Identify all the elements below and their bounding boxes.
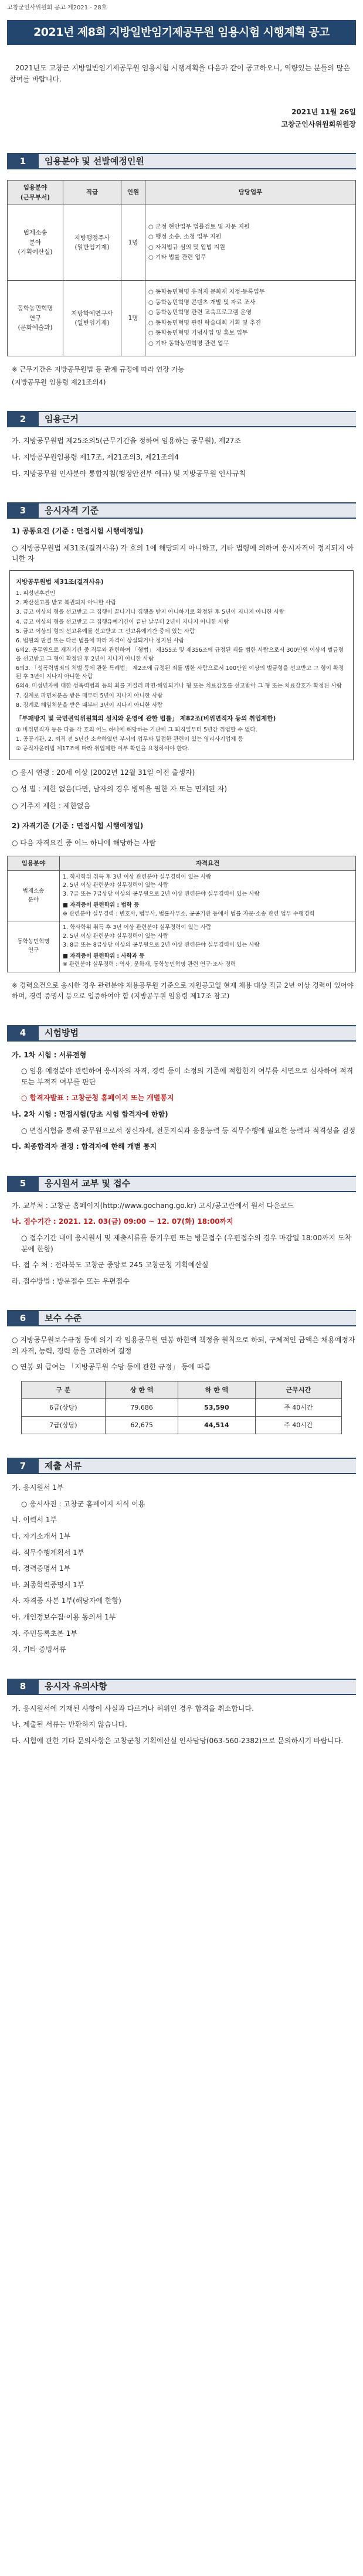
list-item: 자. 주민등록초본 1부 <box>12 1629 77 1638</box>
list-item: ○ 연봉 외 급여는 「지방공무원 수당 등에 관한 규정」 등에 따름 <box>12 1363 211 1372</box>
exam-method-list <box>12 1050 356 1152</box>
section-notes <box>12 365 356 388</box>
announcement-number: 고창군인사위원회 공고 제2021 - 28호 <box>7 5 107 11</box>
list-item: 다. 접 수 처 : 전라북도 고창군 중앙로 245 고창군청 기획예산실 <box>12 1261 209 1270</box>
table-row <box>8 280 356 356</box>
section-7 <box>7 1458 356 1655</box>
section-number: 5 <box>7 1176 39 1192</box>
list-item: 나. 제출된 서류는 반환하지 않습니다. <box>12 1720 127 1729</box>
table-row <box>8 205 356 280</box>
documents-list <box>12 1482 356 1655</box>
table-row <box>21 1399 341 1417</box>
list-item: ○ 지방공무원법 제31조(결격사유) 각 호의 1에 해당되지 아니하고, 기타 법령에 의하여 응시자격이 정지되지 아니한 자 <box>12 543 354 563</box>
section-number: 3 <box>7 502 39 519</box>
box-heading: 「부패방지 및 국민권익위원회의 설치와 운영에 관한 법률」 제82조(비위면직자 등의 취업제한) <box>16 715 276 723</box>
box-item: 1. 피성년후견인 <box>16 590 56 597</box>
field-cell: 법제소송 분야 (기획예산실) <box>8 205 63 280</box>
box-item: ① 비위면직자 등은 다음 각 호의 어느 하나에 해당하는 기관에 그 퇴직일부터 5년간 취업할 수 없다. <box>16 726 257 733</box>
requirement-line: 3. 8급 또는 8급상당 이상의 공무원으로 2년 이상 관련분야 실무경력이 있는 사람 <box>63 941 260 948</box>
notice-list <box>12 1703 356 1747</box>
list-item: 사. 자격증 사본 1부(해당자에 한함) <box>12 1597 121 1605</box>
grade-cell: 지방행정주사 (일반임기제) <box>63 205 121 280</box>
section-title: 응시자 유의사항 <box>39 1679 356 1695</box>
requirement-line: ※ 관련분야 실무경력 : 역사, 문화재, 동학농민혁명 관련 연구·조사 경력 <box>63 961 236 968</box>
list-item: ○ 응시 연령 : 20세 이상 (2002년 12월 31일 이전 출생자) <box>12 768 195 777</box>
duties-cell <box>145 205 356 280</box>
requirement-line: ※ 관련분야 실무경력 : 변호사, 법무사, 법률사무소, 공공기관 등에서 법률 자문·소송 관련 업무 수행경력 <box>63 910 315 917</box>
list-item: 가. 응시원서 1부 <box>12 1483 64 1492</box>
list-item: 가. 교부처 : 고창군 홈페이지(http://www.gochang.go.kr) 고시/공고란에서 원서 다운로드 <box>12 1201 294 1210</box>
col-header: 상 한 액 <box>105 1381 178 1399</box>
table-cell: 62,675 <box>105 1417 178 1434</box>
table-row <box>8 870 356 921</box>
list-item: 다. 자기소개서 1부 <box>12 1532 71 1540</box>
field-cell: 동학농민혁명 연구 <box>8 921 60 972</box>
field-table <box>7 180 356 356</box>
field-cell: 법제소송 분야 <box>8 870 60 921</box>
list-item: 차. 기타 증빙서류 <box>12 1645 66 1654</box>
salary-list <box>12 1335 356 1373</box>
basis-list <box>12 435 356 479</box>
table-row <box>8 921 356 972</box>
box-item: 1. 공공기관, 2. 퇴직 전 5년간 소속하였던 부서의 업무와 밀접한 관련이 있는 영리사기업체 등 <box>16 736 243 743</box>
list-item: 바. 최종학력증명서 1부 <box>12 1580 84 1589</box>
list-item: ○ 임용 예정분야 관련하여 응시자의 자격, 경력 등이 소정의 기준에 적합한지 여부를 서면으로 심사하여 적격 또는 부적격 여부를 판단 <box>21 1067 354 1086</box>
subsection-title: 1) 공통요건 (기준 : 면접시험 시행예정일) <box>12 527 144 536</box>
count-cell: 1명 <box>121 205 145 280</box>
box-item: 6의2. 공무원으로 재직기간 중 직무와 관련하여 「형법」 제355조 및 제356조에 규정된 죄를 범한 사람으로서 300만원 이상의 벌금형을 선고받고 그 형이 확정된 후 2년이 지나지 아니한 사람 <box>16 647 344 662</box>
section-number: 1 <box>7 153 39 169</box>
announcement-date: 2021년 11월 26일 <box>291 108 356 117</box>
duty-item: ○ 동학농민혁명 관련 학술대회 기획 및 추진 <box>148 319 262 326</box>
list-item: 가. 1차 시험 : 서류전형 <box>12 1050 87 1059</box>
box-item: 2. 파산선고를 받고 복권되지 아니한 사람 <box>16 600 116 607</box>
section-number: 6 <box>7 1310 39 1326</box>
duty-item: ○ 동학농민혁명 콘텐츠 개발 및 자료 조사 <box>148 299 256 306</box>
list-item: ○ 거주지 제한 : 제한없음 <box>12 801 91 810</box>
box-item: 8. 징계로 해임처분을 받은 때부터 3년이 지나지 아니한 사람 <box>16 702 163 709</box>
list-item: 라. 직무수행계획서 1부 <box>12 1548 84 1557</box>
box-item: 5. 금고 이상의 형의 선고유예를 선고받고 그 선고유예기간 중에 있는 사람 <box>16 628 195 635</box>
section-title: 임용분야 및 선발예정인원 <box>39 153 356 169</box>
list-item: 나. 이력서 1부 <box>12 1516 57 1524</box>
list-item: 나. 2차 시험 : 면접시험(당초 시험 합격자에 한함) <box>12 1110 168 1118</box>
section-1 <box>7 153 356 387</box>
box-item: 7. 징계로 파면처분을 받은 때부터 5년이 지나지 아니한 사람 <box>16 692 163 699</box>
note-text: ※ 경력요건으로 응시한 경우 관련분야 채용공무원 기준으로 지원공고일 현재 채용 대상 직급 2년 이상 경력이 있어야 하며, 경력 증명서 등으로 입증하여야 함 (지방공무원 임용령 제17조 참고) <box>12 981 354 1000</box>
section-4 <box>7 1025 356 1152</box>
duty-item: ○ 기타 동학농민혁명 관련 업무 <box>148 340 229 347</box>
duty-item: ○ 동학농민혁명 관련 교육프로그램 운영 <box>148 309 252 317</box>
qualification-table <box>7 856 356 972</box>
count-cell: 1명 <box>121 280 145 356</box>
duty-item: ○ 자치법규 심의 및 입법 지원 <box>148 244 225 251</box>
table-cell: 주 40시간 <box>255 1417 342 1434</box>
list-item: ○ 면접시험을 통해 공무원으로서 정신자세, 전문지식과 응용능력 등 직무수행에 필요한 능력과 적격성을 검정 <box>21 1126 356 1135</box>
requirement-line: 3. 7급 또는 7급상당 이상의 공무원으로 2년 이상 관련분야 실무경력이 있는 사람 <box>63 891 260 898</box>
section-6 <box>7 1310 356 1434</box>
section-title: 응시원서 교부 및 접수 <box>39 1176 356 1192</box>
application-list <box>12 1200 356 1287</box>
list-item: 가. 지방공무원법 제25조의5(근무기간을 정하여 임용하는 공무원), 제27조 <box>12 437 242 445</box>
duty-item: ○ 동학농민혁명 기념사업 및 홍보 업무 <box>148 330 248 337</box>
box-item: 4. 금고 이상의 형을 선고받고 그 집행유예기간이 끝난 날부터 2년이 지나지 아니한 사람 <box>16 618 229 625</box>
table-cell: 주 40시간 <box>255 1399 342 1417</box>
section-3 <box>7 502 356 1001</box>
grade-cell: 지방학예연구사 (일반임기제) <box>63 280 121 356</box>
section-title: 시험방법 <box>39 1025 356 1042</box>
note-text: ※ 근무기간은 지방공무원법 등 관계 규정에 따라 연장 가능 <box>12 365 185 373</box>
section-title: 제출 서류 <box>39 1458 356 1474</box>
col-header: 임용분야 (근무부서) <box>8 181 63 205</box>
col-header: 하 한 액 <box>178 1381 255 1399</box>
list-item: 가. 응시원서에 기재된 사항이 사실과 다르거나 허위인 경우 합격을 취소합니다. <box>12 1704 254 1713</box>
announcement-title: 2021년 제8회 지방일반임기제공무원 임용시험 시행계획 공고 <box>7 20 356 45</box>
requirement-line: ■ 자격증이 관련학위 : 법학 등 <box>63 901 140 908</box>
section-number: 4 <box>7 1025 39 1042</box>
list-item: ○ 접수기간 내에 응시원서 및 제출서류를 등기우편 또는 방문접수 (우편접수의 경우 마감일 18:00까지 도착분에 한함) <box>21 1233 352 1253</box>
col-header: 담당업무 <box>145 181 356 205</box>
table-row <box>21 1417 341 1434</box>
box-heading: 지방공무원법 제31조(결격사유) <box>16 579 104 586</box>
table-cell: 79,686 <box>105 1399 178 1417</box>
list-item: 다. 시험에 관한 기타 문의사항은 고창군청 기획예산실 인사담당(063-560-2382)으로 문의하시기 바랍니다. <box>12 1736 344 1745</box>
requirement-line: 2. 5년 이상 관련분야 실무경력이 있는 사람 <box>63 882 169 889</box>
issuer: 고창군인사위원회위원장 <box>281 120 356 128</box>
list-item: 나. 접수기간 : 2021. 12. 03(금) 09:00 ~ 12. 07(화) 18:00까지 <box>12 1217 233 1226</box>
list-item: 다. 최종합격자 결정 : 합격자에 한해 개별 통지 <box>12 1142 157 1151</box>
list-item: ○ 성 별 : 제한 없음(다만, 남자의 경우 병역을 필한 자 또는 면제된 자) <box>12 785 228 794</box>
section-title: 응시자격 기준 <box>39 502 356 519</box>
col-header: 근무시간 <box>255 1381 342 1399</box>
col-header: 인원 <box>121 181 145 205</box>
section-title: 임용근거 <box>39 411 356 427</box>
box-item: 3. 금고 이상의 형을 선고받고 그 집행이 끝나거나 집행을 받지 아니하기로 확정된 후 5년이 지나지 아니한 사람 <box>16 609 285 616</box>
duty-item: ○ 동학농민혁명 유적지 문화재 지정·등록업무 <box>148 289 265 296</box>
section-5 <box>7 1176 356 1287</box>
requirement-line: 2. 5년 이상 관련분야 실무경력이 있는 사람 <box>63 933 169 940</box>
subsection-title: 2) 자격기준 (기준 : 면접시험 시행예정일) <box>12 822 144 831</box>
list-item: ○ 합격자발표 : 고창군청 홈페이지 또는 개별통지 <box>21 1094 174 1102</box>
duty-item: ○ 행정 소송, 소청 업무 지원 <box>148 234 222 241</box>
intro-text: 2021년도 고창군 지방일반임기제공무원 임용시험 시행계획을 다음과 같이 공고하오니, 역량있는 분들의 많은 참여를 바랍니다. <box>9 63 350 83</box>
table-cell: 44,514 <box>178 1417 255 1434</box>
box-item: ② 공직자윤리법 제17조에 따라 취업제한 여부 확인을 요청하여야 한다. <box>16 746 189 753</box>
col-header: 임용분야 <box>8 856 60 870</box>
table-cell: 53,590 <box>178 1399 255 1417</box>
list-item: 다. 지방공무원 인사분야 통합지침(행정안전부 예규) 및 지방공무원 인사규칙 <box>12 469 246 478</box>
list-item: ○ 다음 자격요건 중 어느 하나에 해당하는 사람 <box>12 838 156 847</box>
intro-block <box>9 63 354 84</box>
list-item: 나. 지방공무원임용령 제17조, 제21조의3, 제21조의4 <box>12 453 179 462</box>
box-item: 6. 법원의 판결 또는 다른 법률에 따라 자격이 상실되거나 정지된 사람 <box>16 638 185 645</box>
requirements-cell <box>60 921 356 972</box>
requirements-cell <box>60 870 356 921</box>
box-item: 6의3. 「성폭력범죄의 처벌 등에 관한 특례법」 제2조에 규정된 죄를 범한 사람으로서 100만원 이상의 벌금형을 선고받고 그 형이 확정된 후 3년이 지나지 아니한 사람 <box>16 665 344 680</box>
list-item: 아. 개인정보수집·이용 동의서 1부 <box>12 1612 116 1621</box>
section-number: 2 <box>7 411 39 427</box>
col-header: 직급 <box>63 181 121 205</box>
requirement-line: ■ 자격증이 관련학위 : 사학과 등 <box>63 952 145 959</box>
col-header: 자격요건 <box>60 856 356 870</box>
box-item: 6의4. 미성년자에 대한 성폭력범죄 등의 죄를 저질러 파면·해임되거나 형 또는 치료감호를 선고받아 그 형 또는 치료감호가 확정된 사람 <box>16 683 342 690</box>
list-item: 마. 경력증명서 1부 <box>12 1564 71 1573</box>
section-8 <box>7 1679 356 1747</box>
duty-item: ○ 기타 법률 관련 업무 <box>148 254 206 261</box>
duties-cell <box>145 280 356 356</box>
field-cell: 동학농민혁명 연구 (문화예술과) <box>8 280 63 356</box>
table-cell: 7급(상당) <box>21 1417 105 1434</box>
table-cell: 6급(상당) <box>21 1399 105 1417</box>
requirement-line: 1. 학사학위 취득 후 3년 이상 관련분야 실무경력이 있는 사람 <box>63 924 212 931</box>
salary-table <box>21 1381 342 1434</box>
section-number: 7 <box>7 1458 39 1474</box>
section-2 <box>7 411 356 479</box>
note-text: (지방공무원 임용령 제21조의4) <box>12 377 106 386</box>
list-item: 라. 접수방법 : 방문접수 또는 우편접수 <box>12 1277 130 1285</box>
requirement-line: 1. 학사학위 취득 후 3년 이상 관련분야 실무경력이 있는 사람 <box>63 873 212 880</box>
disqualification-box <box>9 570 354 760</box>
duty-item: ○ 군정 현안업무 법률검토 및 자문 지원 <box>148 223 250 230</box>
section-title: 보수 수준 <box>39 1310 356 1326</box>
list-item: ○ 응시사진 : 고창군 홈페이지 서식 이용 <box>21 1499 145 1508</box>
list-item: ○ 지방공무원보수규정 등에 의거 각 임용공무원 연봉 하한액 책정을 원칙으로 하되, 구체적인 금액은 채용예정자의 자격, 능력, 경력 등을 고려하여 결정 <box>12 1336 355 1355</box>
section-number: 8 <box>7 1679 39 1695</box>
col-header: 구 분 <box>21 1381 105 1399</box>
